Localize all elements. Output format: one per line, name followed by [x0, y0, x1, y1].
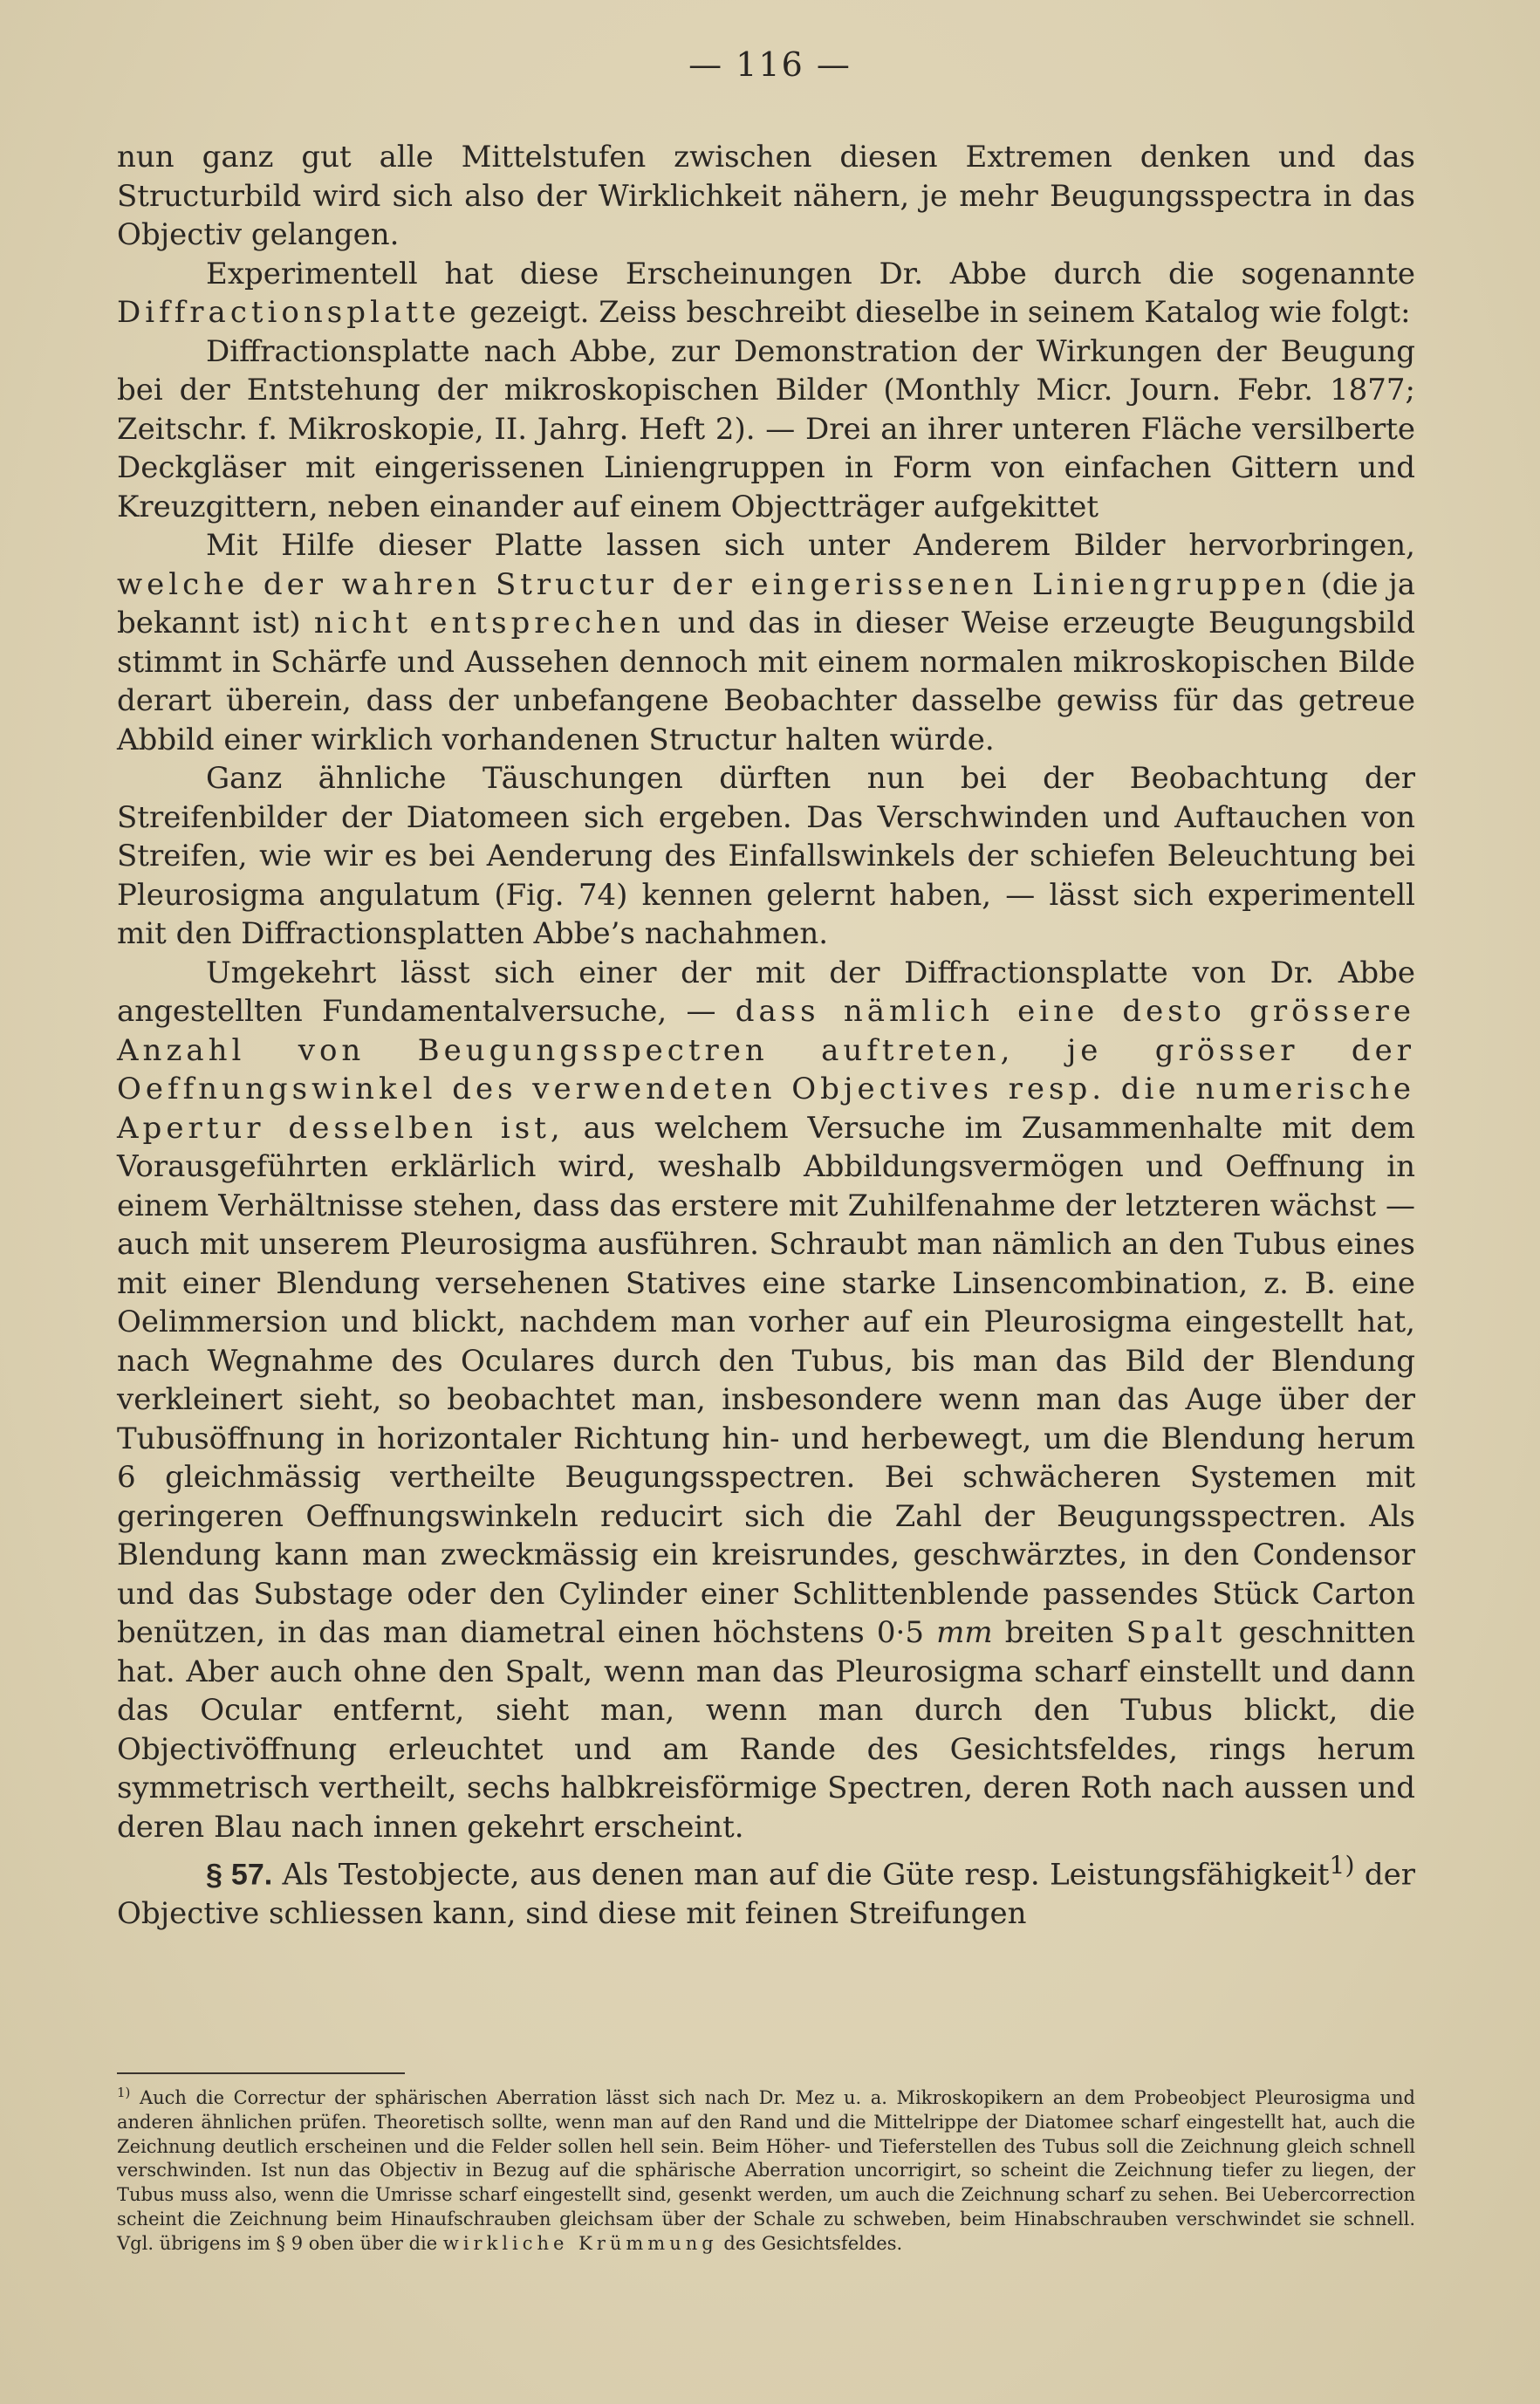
footnote-marker: 1) — [117, 2085, 131, 2100]
paragraph-2: Experimentell hat diese Erscheinungen Dr. Abbe durch die sogenannte Diffractionsplatte gezeigt. Zeiss beschreibt dieselbe in seinem Katalog wie folgt: — [117, 256, 1415, 330]
emphasis-fundamental: dass nämlich eine desto grössere Anzahl von Beugungsspectren auftreten, je grösser der Oeffnungswinkel des verwendeten Objectives resp. die numerische Apertur desselben ist, — [117, 994, 1415, 1146]
footnote: $^{1)}$ Auch die Correctur der sphärischen Aberration lässt sich nach Dr. Mez u. a. Mikroskopikern an dem Probeobject Pleurosigma und anderen ähnlichen prüfen. Theoretisch sollte, wenn man auf den Rand und die Mittelrippe der Diatomee scharf eingestellt hat, auch die Zeichnung deutlich erscheinen und die Felder sollen hell sein. Beim Höher- und Tieferstellen des Tubus soll die Zeichnung gleich schnell verschwinden. Ist nun das Objectiv in Bezug auf die sphärische Aberration uncorrigirt, so scheint die Zeichnung tiefer zu liegen, der Tubus muss also, wenn die Umrisse scharf eingestellt sind, gesenkt werden, um auch die Zeichnung scharf zu sehen. Bei Uebercorrection scheint die Zeichnung beim Hinaufschrauben gleichsam über der Schale zu schweben, beim Hinabschrauben verschwindet sie schnell. Vgl. übrigens im § 9 oben über die wirkliche Krümmung des Gesichtsfeldes. — [117, 2085, 1415, 2254]
emphasis-spalt: Spalt — [1126, 1615, 1227, 1650]
paragraph-4: Mit Hilfe dieser Platte lassen sich unter Anderem Bilder hervorbringen, welche der wahren Structur der eingerissenen Liniengruppen (die ja bekannt ist) nicht entsprechen und das in dieser Weise erzeugte Beugungsbild stimmt in Schärfe und Aussehen dennoch mit einem normalen mikroskopischen Bilde derart überein, dass der unbefangene Beobachter dasselbe gewiss für das getreue Abbild einer wirklich vorhandenen Structur halten würde. — [117, 528, 1416, 757]
paragraph-1: nun ganz gut alle Mittelstufen zwischen diesen Extremen denken und das Structurbild wird sich also der Wirklichkeit nähern, je mehr Beugungsspectra in das Objectiv gelangen. — [117, 140, 1415, 252]
unit-mm: mm — [936, 1615, 993, 1650]
footnote-emphasis: wirkliche Krümmung — [442, 2232, 718, 2254]
emphasis-structure: welche der wahren Structur der eingerissenen Liniengruppen — [117, 566, 1311, 602]
paragraph-5: Ganz ähnliche Täuschungen dürften nun bei der Beobachtung der Streifenbilder der Diatomeen sich ergeben. Das Verschwinden und Auftauchen von Streifen, wie wir es bei Aenderung des Einfallswinkels der schiefen Beleuchtung bei Pleurosigma angulatum (Fig. 74) kennen gelernt haben, — lässt sich experimentell mit den Diffractionsplatten Abbe’s nachahmen. — [117, 761, 1415, 951]
paragraph-7-section-57: § 57. Als Testobjecte, aus denen man auf die Güte resp. Leistungsfähigkeit$^{1)}$ der Objective schliessen kann, sind diese mit feinen Streifungen — [117, 1851, 1416, 1931]
term-diffractionsplatte: Diffractionsplatte — [117, 295, 461, 330]
emphasis-not-match: nicht entsprechen — [313, 606, 665, 640]
paragraph-6: Umgekehrt lässt sich einer der mit der Diffractionsplatte von Dr. Abbe angestellten Fundamentalversuche, — dass nämlich eine desto grössere Anzahl von Beugungsspectren auftreten, je grösser der Oeffnungswinkel des verwendeten Objectives resp. die numerische Apertur desselben ist, aus welchem Versuche im Zusammenhalte mit dem Vorausgeführten erklärlich wird, weshalb Abbildungsvermögen und Oeffnung in einem Verhältnisse stehen, dass das erstere mit Zuhilfenahme der letzteren wächst — auch mit unserem Pleurosigma ausführen. Schraubt man nämlich an den Tubus eines mit einer Blendung versehenen Statives eine starke Linsencombination, z. B. eine Oelimmersion und blickt, nachdem man vorher auf ein Pleurosigma eingestellt hat, nach Wegnahme des Oculares durch den Tubus, bis man das Bild der Blendung verkleinert sieht, so beobachtet man, insbesondere wenn man das Auge über der Tubusöffnung in horizontaler Richtung hin- und herbewegt, um die Blendung herum 6 gleichmässig vertheilte Beugungsspectren. Bei schwächeren Systemen mit geringeren Oeffnungswinkeln reducirt sich die Zahl der Beugungsspectren. Als Blendung kann man zweckmässig ein kreisrundes, geschwärztes, in den Condensor und das Substage oder den Cylinder einer Schlittenblende passendes Stück Carton benützen, in das man diametral einen höchstens 0·5 mm breiten Spalt geschnitten hat. Aber auch ohne den Spalt, wenn man das Pleurosigma scharf einstellt und dann das Ocular entfernt, sieht man, wenn man durch den Tubus blickt, die Objectivöffnung erleuchtet und am Rande des Gesichtsfeldes, rings herum symmetrisch vertheilt, sechs halbkreisförmige Spectren, deren Roth nach aussen und deren Blau nach innen gekehrt erscheint. — [117, 955, 1416, 1845]
footnote-rule — [117, 2072, 405, 2074]
section-number: § 57. — [206, 1858, 273, 1892]
page-number: — 116 — — [688, 45, 852, 84]
paragraph-3-catalog-quote: Diffractionsplatte nach Abbe, zur Demonstration der Wirkungen der Beugung bei der Entstehung der mikroskopischen Bilder (Monthly Micr. Journ. Febr. 1877; Zeitschr. f. Mikroskopie, II. Jahrg. Heft 2). — Drei an ihrer unteren Fläche versilberte Deckgläser mit eingerissenen Liniengruppen in Form von einfachen Gittern und Kreuzgittern, neben einander auf einem Objectträger aufgekittet — [117, 333, 1415, 524]
body-text — [117, 138, 1415, 1933]
footnote-ref: 1) — [1329, 1851, 1355, 1880]
